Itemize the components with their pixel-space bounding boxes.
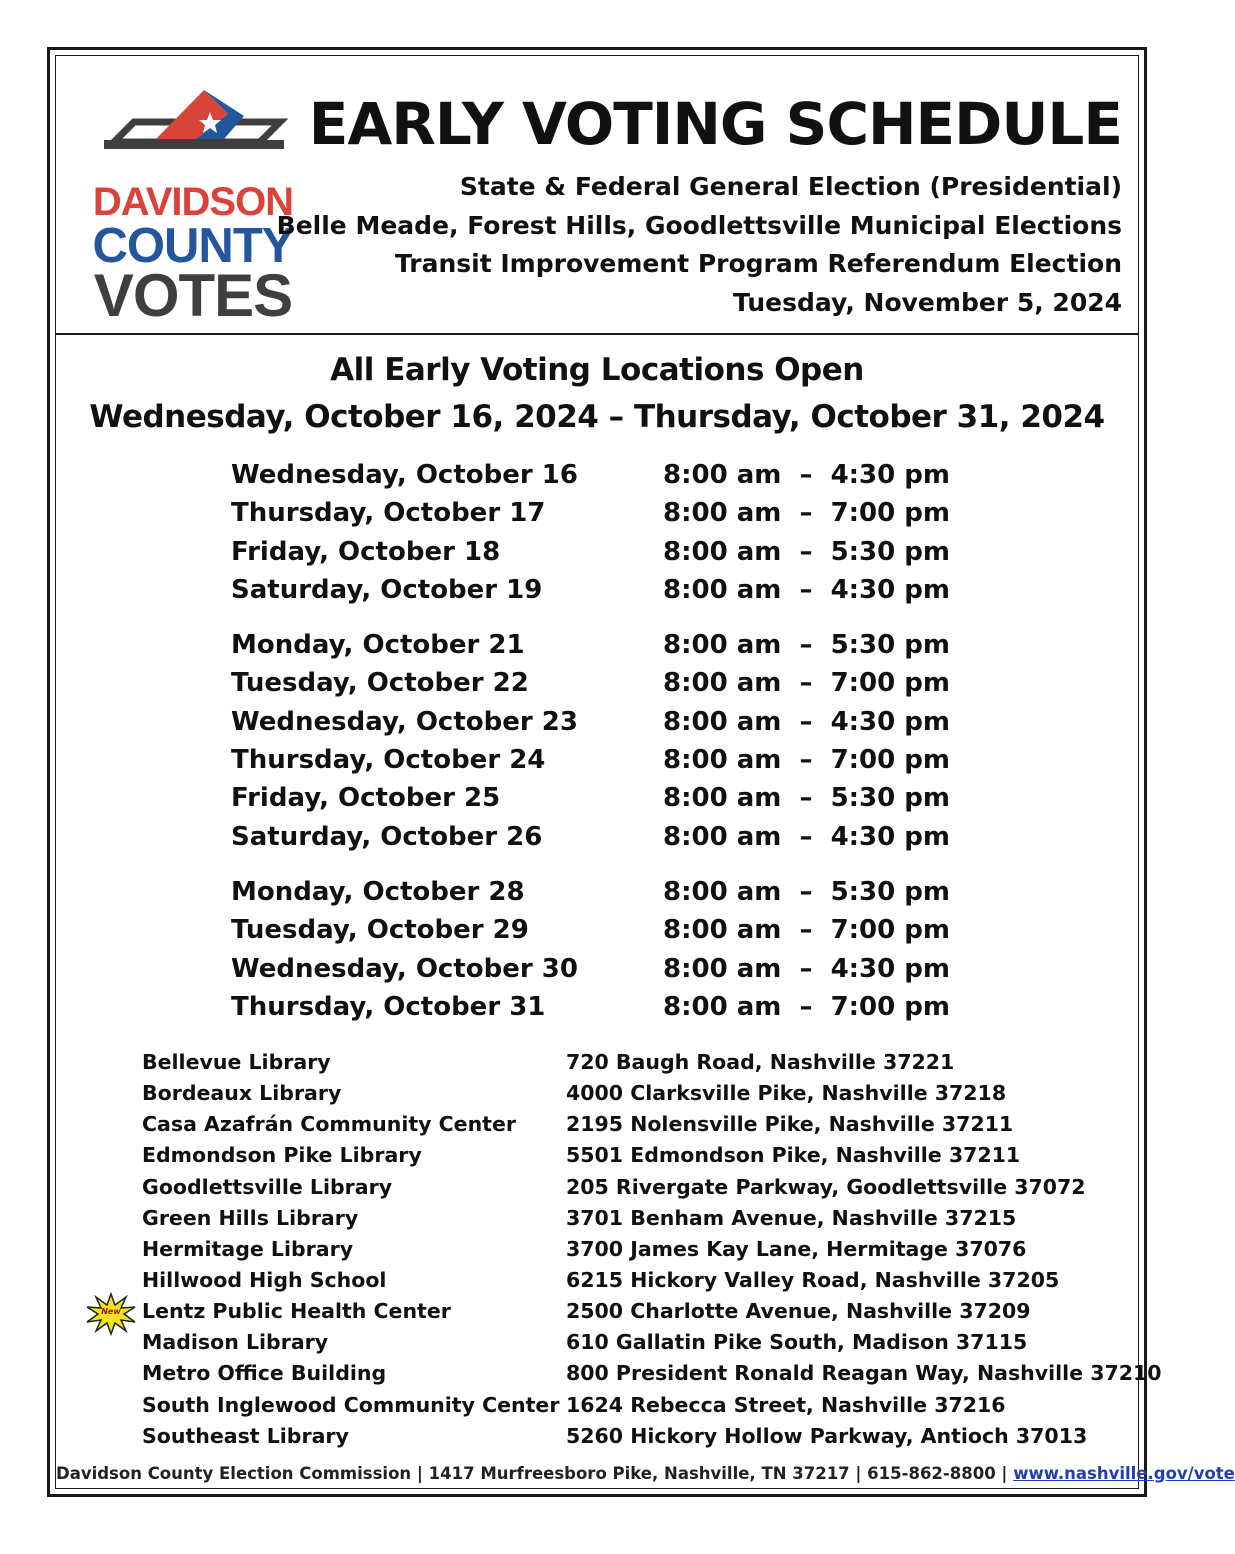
location-address: 1624 Rebecca Street, Nashville 37216 (566, 1392, 1006, 1417)
location-row (142, 1079, 1142, 1110)
new-starburst-icon (86, 1293, 136, 1335)
schedule-row (231, 743, 951, 781)
schedule-row (231, 820, 951, 858)
location-address: 205 Rivergate Parkway, Goodlettsville 37072 (566, 1174, 1086, 1199)
schedule-hours: 8:00 am – 4:30 pm (663, 574, 950, 605)
logo-word-county: COUNTY (92, 219, 294, 273)
schedule-day: Wednesday, October 16 (231, 460, 578, 490)
schedule-hours: 8:00 am – 5:30 pm (663, 783, 950, 814)
schedule-row (231, 496, 951, 534)
subtitle-line: Belle Meade, Forest Hills, Goodlettsville Municipal Elections (276, 210, 1122, 240)
location-address: 800 President Ronald Reagan Way, Nashville 37210 (566, 1361, 1162, 1386)
header-section (56, 56, 1138, 335)
location-name: Lentz Public Health Center (142, 1299, 451, 1324)
location-address: 6215 Hickory Valley Road, Nashville 37205 (566, 1267, 1060, 1292)
schedule-row (231, 952, 951, 990)
early-voting-date-range: Wednesday, October 16, 2024 – Thursday, October 31, 2024 (89, 399, 1105, 435)
schedule-day: Friday, October 18 (231, 536, 501, 567)
location-address: 2195 Nolensville Pike, Nashville 37211 (566, 1112, 1014, 1137)
schedule-hours: 8:00 am – 4:30 pm (663, 460, 950, 490)
footer (56, 1464, 1235, 1483)
location-name: Green Hills Library (142, 1205, 359, 1230)
location-row (142, 1173, 1142, 1204)
schedule-row (231, 666, 951, 704)
schedule-hours: 8:00 am – 7:00 pm (663, 668, 950, 699)
schedule-day: Wednesday, October 23 (231, 706, 578, 737)
footer-website-link[interactable]: www.nashville.gov/vote (1013, 1464, 1235, 1483)
location-name: Edmondson Pike Library (142, 1143, 422, 1168)
location-name: Madison Library (142, 1330, 329, 1355)
footer-contact-text: Davidson County Election Commission | 1417 Murfreesboro Pike, Nashville, TN 37217 | 615-862-8800 | (56, 1464, 1014, 1483)
schedule-hours: 8:00 am – 7:00 pm (663, 915, 950, 946)
schedule-day: Monday, October 28 (231, 876, 525, 907)
schedule-row (231, 573, 951, 611)
page-title: EARLY VOTING SCHEDULE (308, 90, 1122, 158)
schedule-hours: 8:00 am – 5:30 pm (663, 876, 950, 907)
schedule-day: Saturday, October 26 (231, 821, 543, 852)
location-address: 5501 Edmondson Pike, Nashville 37211 (566, 1143, 1021, 1168)
schedule-day: Wednesday, October 30 (231, 953, 578, 984)
ballot-box-icon (84, 84, 302, 184)
schedule-row (231, 781, 951, 819)
location-row (142, 1359, 1162, 1390)
schedule-day: Thursday, October 24 (231, 745, 546, 776)
location-name: Goodlettsville Library (142, 1174, 393, 1199)
schedule-row (231, 705, 951, 743)
schedule-row (231, 875, 951, 913)
location-row (142, 1204, 1142, 1235)
davidson-county-votes-logo (84, 84, 302, 329)
location-address: 4000 Clarksville Pike, Nashville 37218 (566, 1081, 1007, 1106)
schedule-day: Friday, October 25 (231, 783, 501, 814)
schedule-row (231, 913, 951, 951)
location-row (101, 1297, 1142, 1328)
schedule-hours: 8:00 am – 4:30 pm (663, 706, 950, 737)
schedule-hours: 8:00 am – 7:00 pm (663, 745, 950, 776)
page-inner-border (55, 55, 1235, 1489)
logo-word-votes: VOTES (93, 262, 293, 329)
schedule-day: Thursday, October 31 (231, 991, 546, 1022)
schedule-week-gap (231, 858, 951, 875)
location-row (142, 1235, 1142, 1266)
page-border (47, 47, 1235, 1497)
schedule-list (231, 458, 951, 1028)
location-address: 2500 Charlotte Avenue, Nashville 37209 (566, 1299, 1031, 1324)
new-badge-label: New (101, 1307, 121, 1317)
schedule-row (231, 458, 951, 496)
schedule-hours: 8:00 am – 4:30 pm (663, 953, 950, 984)
location-name: South Inglewood Community Center (142, 1392, 560, 1417)
location-name: Hillwood High School (142, 1267, 387, 1292)
location-row (142, 1328, 1142, 1359)
location-name: Metro Office Building (142, 1361, 387, 1386)
location-address: 3700 James Kay Lane, Hermitage 37076 (566, 1236, 1027, 1261)
location-name: Bordeaux Library (142, 1081, 342, 1106)
schedule-day: Monday, October 21 (231, 630, 525, 661)
schedule-row (231, 990, 951, 1028)
election-subtitles (277, 168, 1122, 322)
locations-open-heading: All Early Voting Locations Open (330, 352, 864, 388)
schedule-hours: 8:00 am – 5:30 pm (663, 536, 950, 567)
location-address: 720 Baugh Road, Nashville 37221 (566, 1050, 955, 1074)
subtitle-line: Transit Improvement Program Referendum Election (394, 249, 1122, 278)
location-name: Southeast Library (142, 1423, 349, 1448)
logo-word-davidson: DAVIDSON (92, 180, 294, 224)
election-date: Tuesday, November 5, 2024 (733, 287, 1122, 317)
schedule-row (231, 535, 951, 573)
location-name: Hermitage Library (142, 1236, 354, 1261)
location-row (142, 1141, 1142, 1172)
schedule-day: Tuesday, October 29 (231, 915, 529, 946)
schedule-day: Thursday, October 17 (231, 498, 546, 529)
location-row (142, 1391, 1142, 1422)
location-name: Bellevue Library (142, 1050, 331, 1074)
location-row (142, 1110, 1142, 1141)
location-address: 610 Gallatin Pike South, Madison 37115 (566, 1330, 1028, 1355)
schedule-row (231, 628, 951, 666)
schedule-hours: 8:00 am – 4:30 pm (663, 821, 950, 852)
schedule-hours: 8:00 am – 5:30 pm (663, 630, 950, 661)
schedule-day: Tuesday, October 22 (231, 668, 529, 699)
schedule-hours: 8:00 am – 7:00 pm (663, 498, 950, 529)
location-row (142, 1266, 1142, 1297)
locations-list (101, 1048, 1162, 1453)
schedule-week-gap (231, 611, 951, 628)
subtitle-line: State & Federal General Election (Presidential) (459, 172, 1122, 201)
location-row (142, 1422, 1142, 1453)
location-address: 5260 Hickory Hollow Parkway, Antioch 37013 (566, 1423, 1088, 1448)
schedule-day: Saturday, October 19 (231, 574, 543, 605)
location-address: 3701 Benham Avenue, Nashville 37215 (566, 1205, 1017, 1230)
location-row (142, 1048, 1142, 1079)
location-name: Casa Azafrán Community Center (142, 1112, 516, 1137)
schedule-hours: 8:00 am – 7:00 pm (663, 991, 950, 1022)
